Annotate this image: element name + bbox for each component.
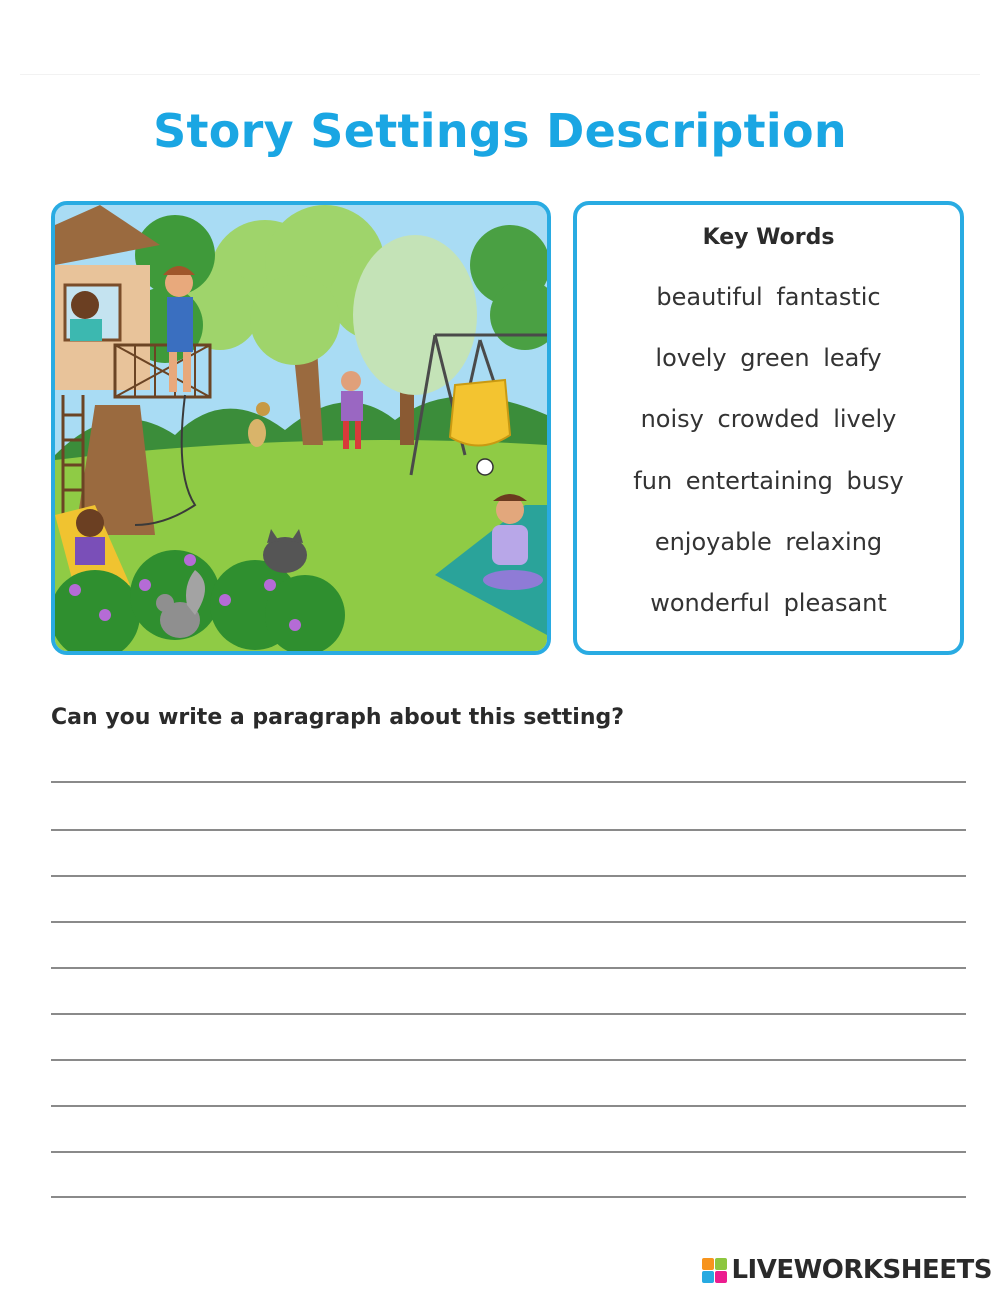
writing-line[interactable] xyxy=(51,1151,966,1153)
park-scene-illustration xyxy=(51,201,551,655)
writing-line[interactable] xyxy=(51,1105,966,1107)
writing-line[interactable] xyxy=(51,1059,966,1061)
top-rule xyxy=(20,74,980,75)
writing-line[interactable] xyxy=(51,1196,966,1198)
key-words-line: wonderful pleasant xyxy=(650,589,887,617)
brand-name: LIVEWORKSHEETS xyxy=(731,1255,992,1285)
key-words-line: enjoyable relaxing xyxy=(654,528,883,556)
key-words-line: lovely green leafy xyxy=(655,344,882,372)
key-words-line: fun entertaining busy xyxy=(633,467,904,495)
liveworksheets-logo-icon xyxy=(702,1258,727,1283)
key-words-heading: Key Words xyxy=(702,225,835,250)
page-title: Story Settings Description xyxy=(153,104,847,158)
writing-prompt: Can you write a paragraph about this setting? xyxy=(51,705,624,730)
key-words-panel xyxy=(573,201,964,655)
liveworksheets-brand xyxy=(702,1252,992,1288)
writing-line[interactable] xyxy=(51,1013,966,1015)
writing-line[interactable] xyxy=(51,921,966,923)
key-words-line: beautiful fantastic xyxy=(656,283,881,311)
writing-line[interactable] xyxy=(51,829,966,831)
key-words-line: noisy crowded lively xyxy=(640,405,897,433)
writing-line[interactable] xyxy=(51,875,966,877)
writing-line[interactable] xyxy=(51,781,966,783)
writing-line[interactable] xyxy=(51,967,966,969)
